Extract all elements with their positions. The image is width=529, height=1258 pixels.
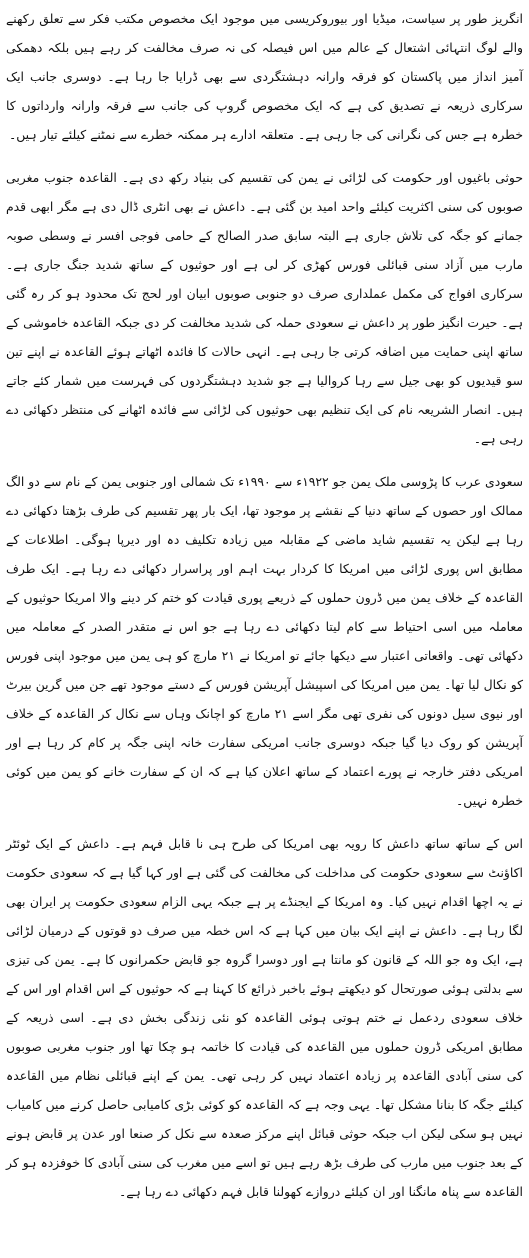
article-paragraph: اس کے ساتھ ساتھ داعش کا رویہ بھی امریکا کی طرح ہی نا قابل فہم ہے۔ داعش کے ایک ٹوئٹر اکاؤنٹ سے سعودی حکومت کی مداخلت کی مخالفت کی گئی ہے اور کہا گیا ہے کہ سعودی حکومت نے یہ اچھا اقدام نہیں کیا۔ وہ امریکا کے ایجنڈے پر ہے جبکہ یہی الزام سعودی حکومت پر ایران بھی لگا رہا ہے۔ داعش نے اپنے ایک بیان میں کہا ہے کہ اس خطہ میں صرف دو قوتوں کے درمیان لڑائی ہے، ایک وہ جو اللہ کے قانون کو مانتا ہے اور دوسرا گروہ جو قابض حکمرانوں کا ہے۔ یمن کی تیزی سے بدلتی ہوئی صورتحال کو دیکھتے ہوئے باخبر ذرائع کا کہنا ہے کہ حوثیوں کے اس اقدام اور اس کے خلاف سعودی ردعمل نے ختم ہوتی ہوئی القاعدہ کو نئی زندگی بخش دی ہے۔ اسی ذریعہ کے مطابق امریکی ڈرون حملوں میں القاعدہ کی قیادت کا خاتمہ ہو چکا تھا اور جنوب مغربی صوبوں کی سنی آبادی القاعدہ پر زیادہ اعتماد نہیں کر رہی تھی۔ یمن کے اپنے قبائلی نظام میں القاعدہ کیلئے جگہ کا بنانا مشکل تھا۔ یہی وجہ ہے کہ القاعدہ کو کوئی بڑی کامیابی حاصل کرنے میں کامیاب نہیں ہو سکی لیکن اب جبکہ حوثی قبائل اپنے مرکز صعدہ سے نکل کر صنعا اور عدن پر قابض ہونے کے بعد جنوب میں مارب کی طرف بڑھ رہے ہیں تو اسے میں مغرب کی سنی آبادی کا خوفزدہ ہو کر القاعدہ سے پناہ مانگنا اور ان کیلئے دروازے کھولنا قابل فہم دکھائی دے رہا ہے۔ xyxy=(6,836,523,1199)
article-paragraph: انگریز طور پر سیاست، میڈیا اور بیوروکریسی میں موجود ایک مخصوص مکتب فکر سے تعلق رکھنے والے لوگ انتہائی اشتعال کے عالم میں اس فیصلہ کی نہ صرف مخالفت کر رہے ہیں بلکہ دھمکی آمیز انداز میں پاکستان کو فرقہ وارانہ دہشتگردی سے بھی ڈرایا جا رہا ہے۔ دوسری جانب ایک سرکاری ذریعہ نے تصدیق کی ہے کہ ایک مخصوص گروپ کی جانب سے فرقہ وارانہ وارداتوں کا خطرہ ہے جس کی نگرانی کی جا رہی ہے۔ متعلقہ ادارے ہر ممکنہ خطرے سے نمٹنے کیلئے تیار ہیں۔ xyxy=(6,11,523,142)
article-paragraph: سعودی عرب کا پڑوسی ملک یمن جو ۱۹۲۲ء سے ۱۹۹۰ء تک شمالی اور جنوبی یمن کے نام سے دو الگ ممالک اور حصوں کے ساتھ دنیا کے نقشے پر موجود تھا، ایک بار پھر تقسیم کی طرف بڑھتا دکھائی دے رہا ہے لیکن یہ تقسیم شاید ماضی کے مقابلہ میں زیادہ تکلیف دہ اور دیرپا ہوگی۔ اطلاعات کے مطابق اس پوری لڑائی میں امریکا کا کردار بہت اہم اور پراسرار دکھائی دے رہا ہے۔ ایک طرف القاعدہ کے خلاف یمن میں ڈرون حملوں کے ذریعے پوری قیادت کو ختم کر دینے والا امریکا حوثیوں کے معاملہ میں اسی احتیاط سے کام لیتا دکھائی دے رہا ہے جو اس نے متقدر الصدر کے معاملہ میں دکھائی تھی۔ واقعاتی اعتبار سے دیکھا جائے تو امریکا نے ۲۱ مارچ کو ہی یمن میں موجود اپنی فورس کو نکال لیا تھا۔ یمن میں امریکا کی اسپیشل آپریشن فورس کے دستے موجود تھے جن میں گرین بیرٹ اور نیوی سیل دونوں کی نفری تھی مگر اسے ۲۱ مارچ کو اچانک وہاں سے نکال کر القاعدہ کے خلاف آپریشن کو روک دیا گیا جبکہ دوسری جانب امریکی سفارت خانہ اپنی جگہ پر کام کر رہا ہے اور امریکی دفتر خارجہ نے پورے اعتماد کے ساتھ اعلان کیا ہے کہ ان کے سفارت خانے کو یمن میں کوئی خطرہ نہیں۔ xyxy=(6,474,523,808)
article-paragraph: حوثی باغیوں اور حکومت کی لڑائی نے یمن کی تقسیم کی بنیاد رکھ دی ہے۔ القاعدہ جنوب مغربی صوبوں کی سنی اکثریت کیلئے واحد امید بن گئی ہے۔ داعش نے بھی انٹری ڈال دی ہے مگر ابھی قدم جمانے کو جگہ کی تلاش جاری ہے البتہ سابق صدر الصالح کے حامی فوجی افسر نے وسطی صوبہ مارب میں آزاد سنی قبائلی فورس کھڑی کر لی ہے اور حوثیوں کے ساتھ شدید جنگ جاری ہے۔ سرکاری افواج کی مکمل عملداری صرف دو جنوبی صوبوں ابیان اور لحج تک محدود ہو کر رہ گئی ہے۔ حیرت انگیز طور پر داعش نے سعودی حملہ کی شدید مخالفت کر دی جبکہ القاعدہ خاموشی کے ساتھ اپنی حمایت میں اضافہ کرتی جا رہی ہے۔ انہی حالات کا فائدہ اٹھاتے ہوئے القاعدہ نے اپنے تین سو قیدیوں کو بھی جیل سے رہا کروالیا ہے جو شدید دہشتگردوں کی فہرست میں شمار کئے جاتے ہیں۔ انصار الشریعہ نام کی ایک تنظیم بھی حوثیوں کی لڑائی سے فائدہ اٹھانے کی منتظر دکھائی دے رہی ہے۔ xyxy=(6,170,523,446)
